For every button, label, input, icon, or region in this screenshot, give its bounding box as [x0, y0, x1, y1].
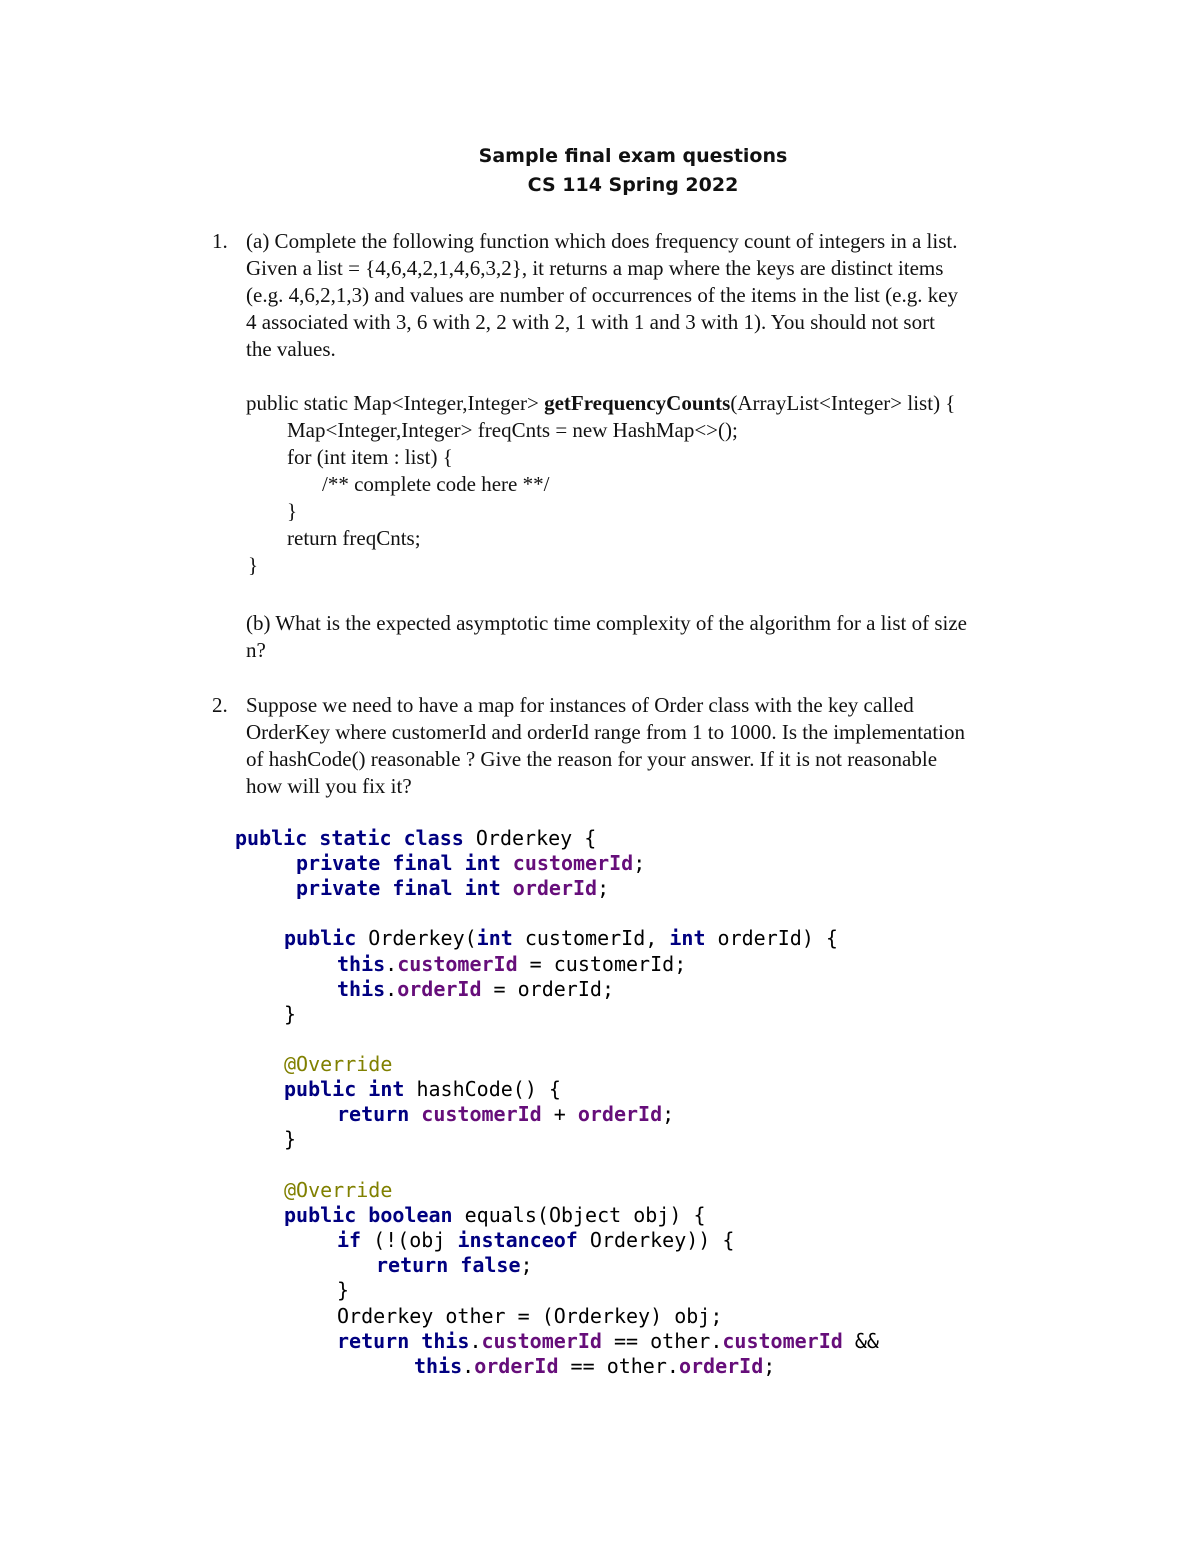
question-2-text — [246, 692, 1066, 800]
text-line: 4 associated with 3, 6 with 2, 2 with 2, 1 with 1 and 3 with 1). You should not sort — [246, 310, 935, 334]
code-line: this.customerId = customerId; — [337, 952, 687, 976]
code-line: for (int item : list) { — [287, 445, 453, 469]
text-line: how will you fix it? — [246, 774, 412, 798]
code-line: if (!(obj instanceof Orderkey)) { — [337, 1228, 735, 1252]
question-1b-text — [246, 610, 1066, 664]
text-line: Suppose we need to have a map for instances of Order class with the key called — [246, 693, 914, 717]
code-line: } — [248, 553, 259, 577]
text-line: of hashCode() reasonable ? Give the reason for your answer. If it is not reasonable — [246, 747, 938, 771]
code-line: public boolean equals(Object obj) { — [284, 1203, 706, 1227]
code-line: Map<Integer,Integer> freqCnts = new HashMap<>(); — [287, 418, 738, 442]
code-line: return this.customerId == other.customerId && — [337, 1329, 879, 1353]
code-line: @Override — [284, 1052, 393, 1076]
method-name: getFrequencyCounts — [544, 391, 731, 415]
title-block — [0, 142, 1200, 200]
code-line: Orderkey other = (Orderkey) obj; — [337, 1304, 723, 1328]
method-signature — [246, 390, 1066, 417]
code-line: return false; — [376, 1253, 533, 1277]
code-line: public static class Orderkey { — [235, 826, 597, 850]
code-line: return customerId + orderId; — [337, 1102, 675, 1126]
text-line: (a) Complete the following function which does frequency count of integers in a list. — [246, 229, 958, 253]
text-line: Given a list = {4,6,4,2,1,4,6,3,2}, it returns a map where the keys are distinct items — [246, 256, 944, 280]
signature-prefix: public static Map<Integer,Integer> — [246, 391, 545, 415]
text-line: (e.g. 4,6,2,1,3) and values are number of occurrences of the items in the list (e.g. key — [246, 283, 959, 307]
question-1a-text — [246, 228, 1066, 363]
code-line: public int hashCode() { — [284, 1077, 561, 1101]
code-line: return freqCnts; — [287, 526, 421, 550]
code-line: } — [287, 499, 298, 523]
text-line: n? — [246, 638, 266, 662]
question-1-code — [246, 390, 1066, 579]
page-title: Sample final exam questions — [478, 145, 788, 167]
code-line: this.orderId = orderId; — [337, 977, 614, 1001]
code-line: } — [284, 1002, 297, 1026]
signature-suffix: (ArrayList<Integer> list) { — [730, 391, 956, 415]
text-line: the values. — [246, 337, 336, 361]
question-2-number: 2. — [212, 693, 228, 717]
code-line: this.orderId == other.orderId; — [414, 1354, 776, 1378]
question-1-number: 1. — [212, 229, 228, 253]
text-line: (b) What is the expected asymptotic time complexity of the algorithm for a list of size — [246, 611, 967, 635]
code-line: private final int customerId; — [296, 851, 646, 875]
text-line: OrderKey where customerId and orderId range from 1 to 1000. Is the implementation — [246, 720, 966, 744]
code-line: private final int orderId; — [296, 876, 610, 900]
code-line: @Override — [284, 1178, 393, 1202]
code-line: /** complete code here **/ — [322, 472, 550, 496]
code-line: } — [337, 1278, 350, 1302]
code-line: } — [284, 1127, 297, 1151]
page-subtitle: CS 114 Spring 2022 — [527, 174, 739, 196]
code-line: public Orderkey(int customerId, int orderId) { — [284, 926, 838, 950]
